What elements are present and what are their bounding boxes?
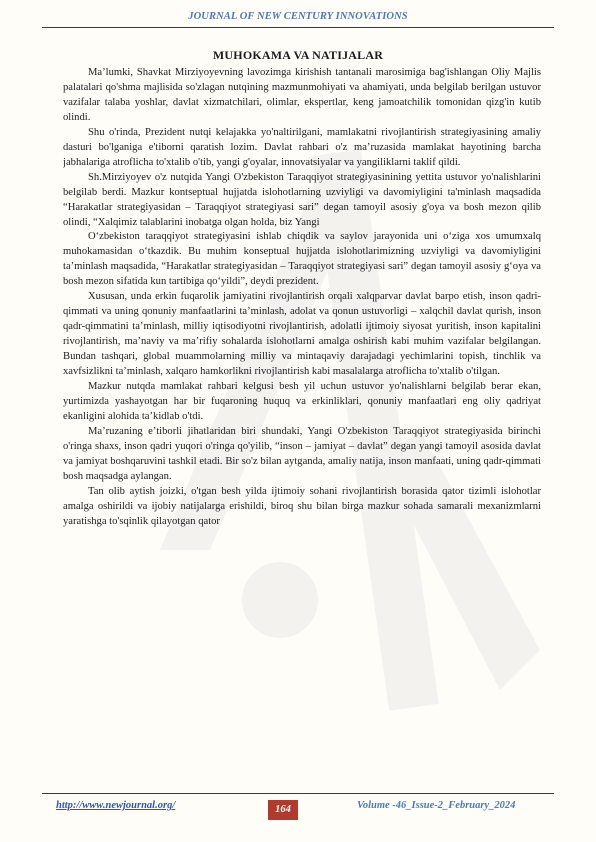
paragraph: Mazkur nutqda mamlakat rahbari kelgusi besh yil uchun ustuvor yo'nalishlarni belgilab berar ekan, yurtimizda yashayotgan har bir fuqaroning huquq va erkinliklari, qonuniy manfaatlari eng oliy qadriyat ekanligini alohida ta’kidlab o'tdi. (63, 381, 541, 422)
paragraph: Xususan, unda erkin fuqarolik jamiyatini rivojlantirish orqali xalqparvar davlat barpo etish, inson qadri-qimmati va uning qonuniy manfaatlarini ta’minlash, adolat va qonun ustuvorligi – xalqchil davlat qurish, inson qadr-qimmatini ta’minlash, milliy iqtisodiyotni rivojlantirish, adolatli ijtimoiy siyosat yuritish, inson kapitalini rivojlantirish, ma’naviy va ma’rifiy sohalarda islohotlarni amalga oshirish kabi muhim vazifalar belgilangan. Bundan tashqari, global muammolarning milliy va mintaqaviy darajadagi yechimlarini topish, tinchlik va xavfsizlikni ta’minlash, xalqaro hamkorlikni rivojlantirish kabi masalalarga atroflicha to'xtalib o'tilgan. (63, 291, 541, 378)
paragraph: Ma’ruzaning e’tiborli jihatlaridan biri shundaki, Yangi O'zbekiston Taraqqiyot strategiyasida birinchi o'ringa shaxs, inson qadri yuqori o'ringa qo'yilib, “inson – jamiyat – davlat” degan yangi tamoyil asosida davlat va jamiyat boshqaruvini tashkil etadi. Bir so'z bilan aytganda, amaliy natija, inson manfaati, uning qadr-qimmati bosh maqsadga aylangan. (63, 425, 541, 482)
paragraph: Sh.Mirziyoyev o'z nutqida Yangi O'zbekiston Taraqqiyot strategiyasinining yettita ustuvor yo'nalishlarini belgilab berdi. Mazkur kontseptual hujjatda islohotlarning uzviyligi va davomiyligini ta'minlash maqsadida “Harakatlar strategiyasidan – Taraqqiyot strategiyasi sari” degan tamoyil asosiy g'oya va bosh mezon qilib olindi, “Xalqimiz talablarini inobatga olgan holda, biz Yangi (63, 171, 541, 228)
paragraph: Shu o'rinda, Prezident nutqi kelajakka yo'naltirilgani, mamlakatni rivojlantirish strategiyasining amaliy dasturi bo'lganiga e'tiborni qaratish lozim. Davlat rahbari o'z ma’ruzasida mamlakat hayotining barcha jabhalariga atroflicha to'xtalib o'tib, yangi g'oyalar, innovatsiyalar va yangiliklarni taklif qildi. (63, 126, 541, 168)
paragraph: Ma’lumki, Shavkat Mirziyoyevning lavozimga kirishish tantanali marosimiga bag'ishlangan Oliy Majlis palatalari qo'shma majlisida so'zlagan nutqining mazmunmohiyati va ahamiyati, unda belgilab berilgan ustuvor vazifalar talaba yoshlar, davlat xizmatchilari, olimlar, ekspertlar, keng jamoatchilik tomonidan qizg'in kutib olindi. (63, 67, 541, 123)
paragraph: Tan olib aytish joizki, o'tgan besh yilda ijtimoiy sohani rivojlantirish borasida qator tizimli islohotlar amalga oshirildi va ijobiy natijalarga erishildi, biroq shu bilan birga mazkur sohada samarali mexanizmlarni yaratishga to'sqinlik qilayotgan qator (63, 485, 541, 527)
paragraph: O‘zbekiston taraqqiyot strategiyasini ishlab chiqdik va saylov jarayonida uni o‘ziga xos umumxalq muhokamasidan o‘tkazdik. Bu muhim konseptual hujjatda islohotlarimizning uzviyligi va davomiyligini ta’minlash maqsadida, “Harakatlar strategiyasidan – Taraqqiyot strategiyasi sari” degan tamoyil asosiy g‘oya va bosh mezon sifatida kun tartibiga qo‘yildi”, deydi prezident. (63, 231, 541, 288)
volume-issue-label: Volume -46_Issue-2_February_2024 (357, 800, 516, 811)
page-number-badge: 164 (268, 800, 298, 820)
header-divider (42, 27, 554, 28)
journal-website-link[interactable]: http://www.newjournal.org/ (56, 800, 176, 811)
footer-divider (42, 793, 554, 794)
journal-header-title: JOURNAL OF NEW CENTURY INNOVATIONS (188, 11, 408, 22)
article-body (63, 66, 541, 782)
section-title: MUHOKAMA VA NATIJALAR (212, 48, 384, 62)
